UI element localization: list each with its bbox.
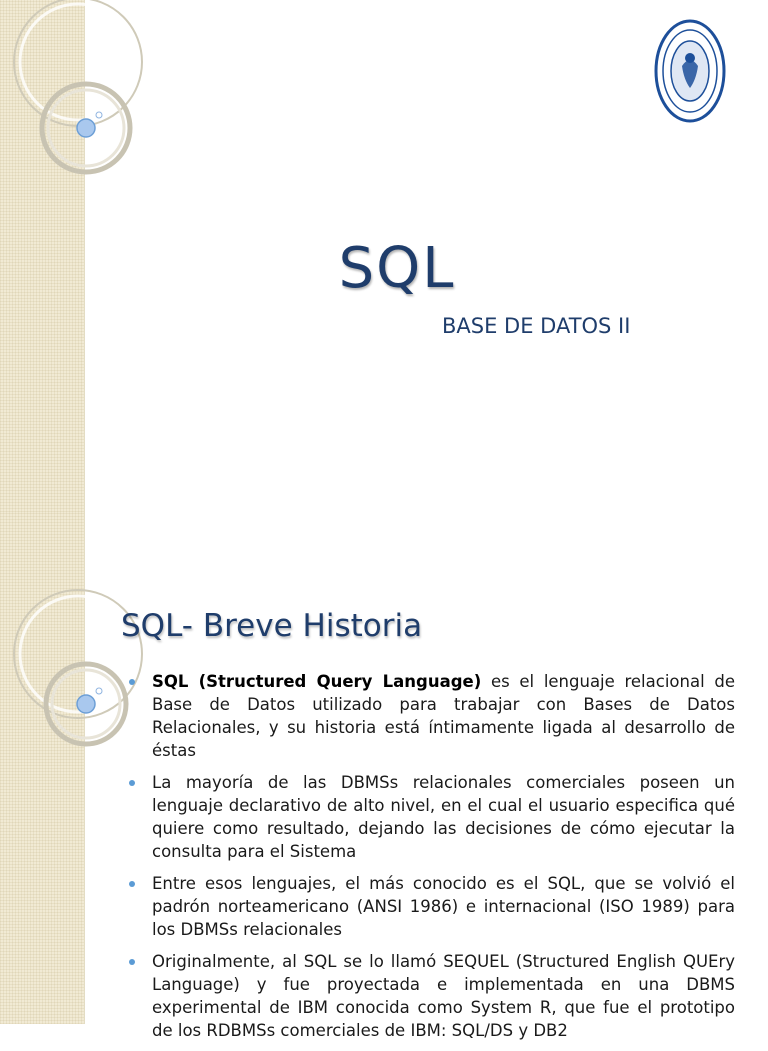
decorative-rings-icon	[0, 512, 140, 742]
list-item	[128, 771, 735, 863]
list-item	[128, 950, 735, 1042]
presentation-subtitle: BASE DE DATOS II	[442, 314, 631, 338]
section-title: SQL- Breve Historia	[121, 608, 423, 644]
bullet-text: es el lenguaje relacional de Base de Datos utilizado para trabajar con Bases de Datos Relacionales, y su historia está íntimamente ligada al desarrollo de éstas	[152, 672, 735, 760]
bullet-icon	[129, 679, 135, 685]
university-seal-icon	[652, 18, 748, 130]
bullet-text: Entre esos lenguajes, el más conocido es el SQL, que se volvió el padrón norteamericano (ANSI 1986) e internacional (ISO 1989) para los DBMSs relacionales	[152, 874, 735, 939]
list-item	[128, 872, 735, 941]
bullet-bold-text: SQL (Structured Query Language)	[152, 672, 482, 691]
decorative-rings-icon	[0, 0, 140, 230]
bullet-list	[128, 670, 735, 1051]
bullet-icon	[129, 780, 135, 786]
bullet-icon	[129, 959, 135, 965]
presentation-title: SQL	[338, 236, 456, 301]
history-slide	[0, 512, 768, 1040]
bullet-text: La mayoría de las DBMSs relacionales comerciales poseen un lenguaje declarativo de alto nivel, en el cual el usuario especifica qué quiere como resultado, dejando las decisiones de cómo ejecutar la consulta para el Sistema	[152, 773, 735, 861]
list-item	[128, 670, 735, 762]
bullet-text: Originalmente, al SQL se lo llamó SEQUEL (Structured English QUEry Language) y fue proyectada e implementada en una DBMS experimental de IBM conocida como System R, que fue el prototipo de los RDBMSs comerciales de IBM: SQL/DS y DB2	[152, 952, 735, 1040]
bullet-icon	[129, 881, 135, 887]
title-slide	[0, 0, 768, 512]
